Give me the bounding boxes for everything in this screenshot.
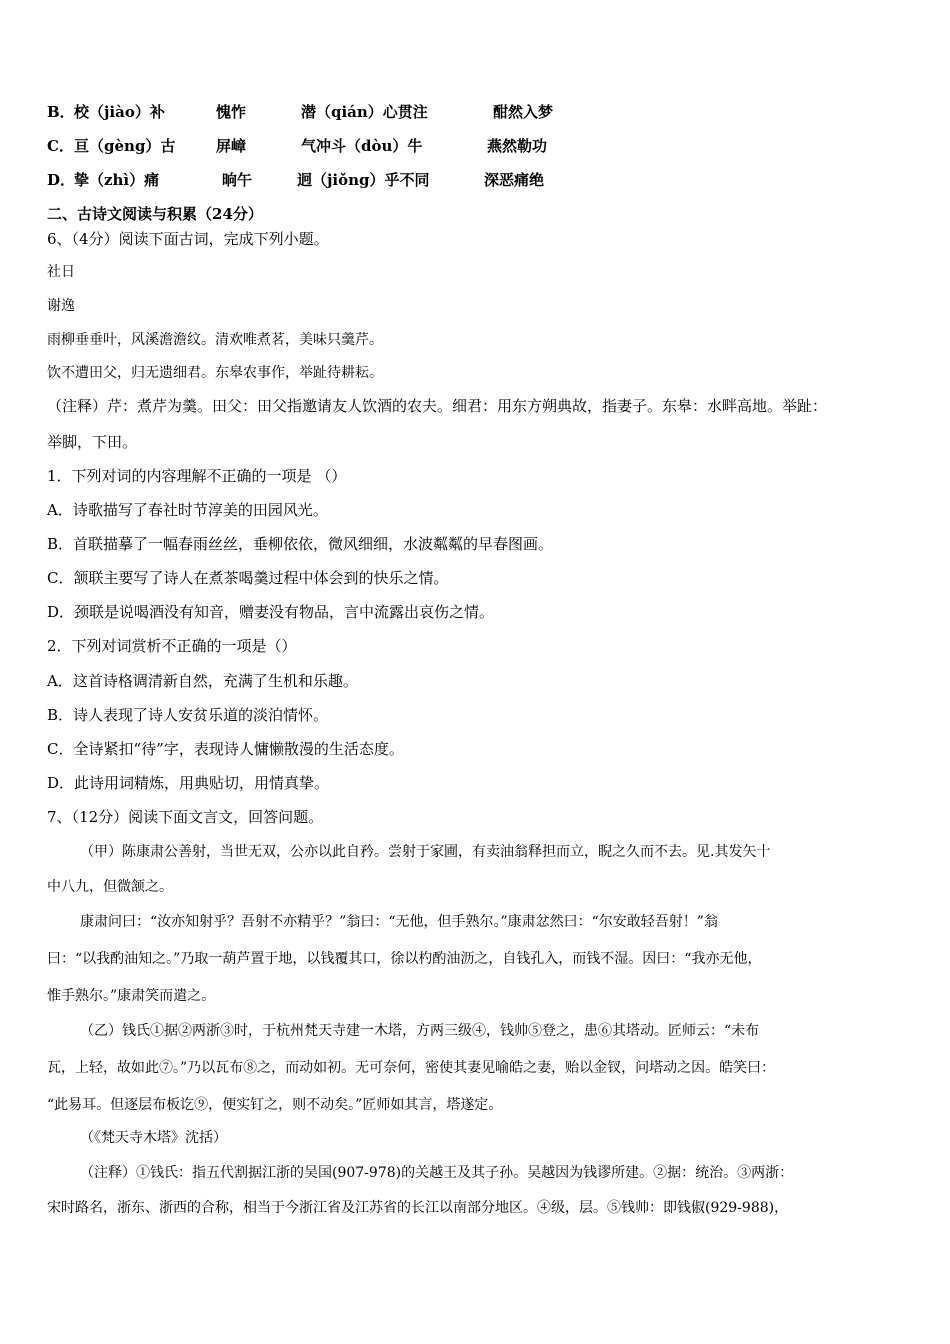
question-1-option-c: C．颔联主要写了诗人在煮茶喝羹过程中体会到的快乐之情。 (47, 569, 449, 587)
option-letter: C． (47, 137, 74, 155)
section-title: 二、古诗文阅读与积累（24分） (47, 205, 263, 223)
question-1: 1．下列对词的内容理解不正确的一项是 （） (47, 467, 347, 485)
question-2-option-a: A．这首诗格调清新自然，充满了生机和乐趣。 (47, 672, 358, 690)
passage-jia-line: 中八九，但微颔之。 (47, 879, 173, 895)
option-word: 迥（jiǒng）乎不同 (297, 171, 430, 189)
option-word: 校（jiào）补 (74, 103, 165, 121)
question-7-header: 7、（12分）阅读下面文言文，回答问题。 (47, 808, 324, 826)
option-word: 深恶痛绝 (484, 171, 545, 189)
question-2: 2．下列对词赏析不正确的一项是（） (47, 637, 297, 655)
question-2-option-d: D．此诗用词精炼，用典贴切，用情真挚。 (47, 774, 330, 792)
poem-note: （注释）芹：煮芹为羹。田父：田父指邀请友人饮酒的农夫。细君：用东方朔典故，指妻子。东皋：水畔高地。举趾： (47, 397, 828, 415)
option-letter: B． (47, 103, 75, 121)
option-letter: D． (47, 171, 76, 189)
poem-note-continued: 举脚，下田。 (47, 433, 138, 451)
poem-title: 社日 (47, 264, 75, 280)
option-word: 挚（zhì）痛 (74, 171, 160, 189)
passage-yi-line: 瓦，上轻，故如此⑦。”乃以瓦布⑧之，而动如初。无可奈何，密使其妻见喻皓之妻，贻以金钗，问塔动之因。皓笑曰： (47, 1060, 776, 1076)
option-word: 晌午 (222, 171, 253, 189)
option-word: 潜（qián）心贯注 (301, 103, 428, 121)
option-word: 屏嶂 (216, 137, 247, 155)
poem-line: 饮不遭田父，归无遗细君。东皋农事作，举趾待耕耘。 (47, 365, 383, 381)
passage-jia-line: 曰：“以我酌油知之。”乃取一葫芦置于地，以钱覆其口，徐以杓酌油沥之，自钱孔入，而钱不湿。因曰：“我亦无他， (47, 951, 762, 967)
passage-note: （注释）①钱氏：指五代割据江浙的吴国(907-978)的关越王及其子孙。吴越因为钱谬所建。②据：统治。③两浙： (80, 1165, 794, 1181)
passage-jia-line: （甲）陈康肃公善射，当世无双，公亦以此自矜。尝射于家圃，有卖油翁释担而立，睨之久而不去。见.其发矢十 (80, 844, 771, 860)
option-word: 酣然入梦 (493, 103, 554, 121)
question-2-option-c: C．全诗紧扣“待”字，表现诗人慵懒散漫的生活态度。 (47, 740, 404, 758)
question-2-option-b: B．诗人表现了诗人安贫乐道的淡泊情怀。 (47, 706, 329, 724)
poem-author: 谢逸 (47, 298, 75, 314)
option-word: 愧怍 (216, 103, 247, 121)
passage-yi-line: “此易耳。但逐层布板讫⑨，便实钉之，则不动矣。”匠师如其言，塔遂定。 (47, 1097, 503, 1113)
passage-jia-line: 康肃问曰：“汝亦知射乎？吾射不亦精乎？”翁曰：“无他，但手熟尔。”康肃忿然曰：“尔安敢轻吾射！”翁 (80, 914, 718, 930)
question-1-option-d: D．颈联是说喝酒没有知音，赠妻没有物品，言中流露出哀伤之情。 (47, 603, 495, 621)
option-word: 气冲斗（dòu）牛 (301, 137, 423, 155)
question-1-option-a: A．诗歌描写了春社时节淳美的田园风光。 (47, 501, 328, 519)
option-word: 燕然勒功 (487, 137, 548, 155)
question-6-header: 6、（4分）阅读下面古词，完成下列小题。 (47, 230, 329, 248)
passage-source: （《梵天寺木塔》沈括） (80, 1130, 227, 1146)
poem-line: 雨柳垂垂叶，风溪澹澹纹。清欢唯煮茗，美味只羹芹。 (47, 332, 383, 348)
passage-jia-line: 惟手熟尔。”康肃笑而遣之。 (47, 988, 216, 1004)
passage-yi-line: （乙）钱氏①据②两浙③时，于杭州梵天寺建一木塔，方两三级④，钱帅⑤登之，患⑥其塔动。匠师云：“未布 (80, 1023, 760, 1039)
question-1-option-b: B．首联描摹了一幅春雨丝丝，垂柳依依，微风细细，水波粼粼的早春图画。 (47, 535, 554, 553)
option-word: 亘（gèng）古 (74, 137, 176, 155)
passage-note-continued: 宋时路名，浙东、浙西的合称，相当于今浙江省及江苏省的长江以南部分地区。④级，层。⑤钱帅：即钱俶(929-988)， (47, 1200, 789, 1216)
